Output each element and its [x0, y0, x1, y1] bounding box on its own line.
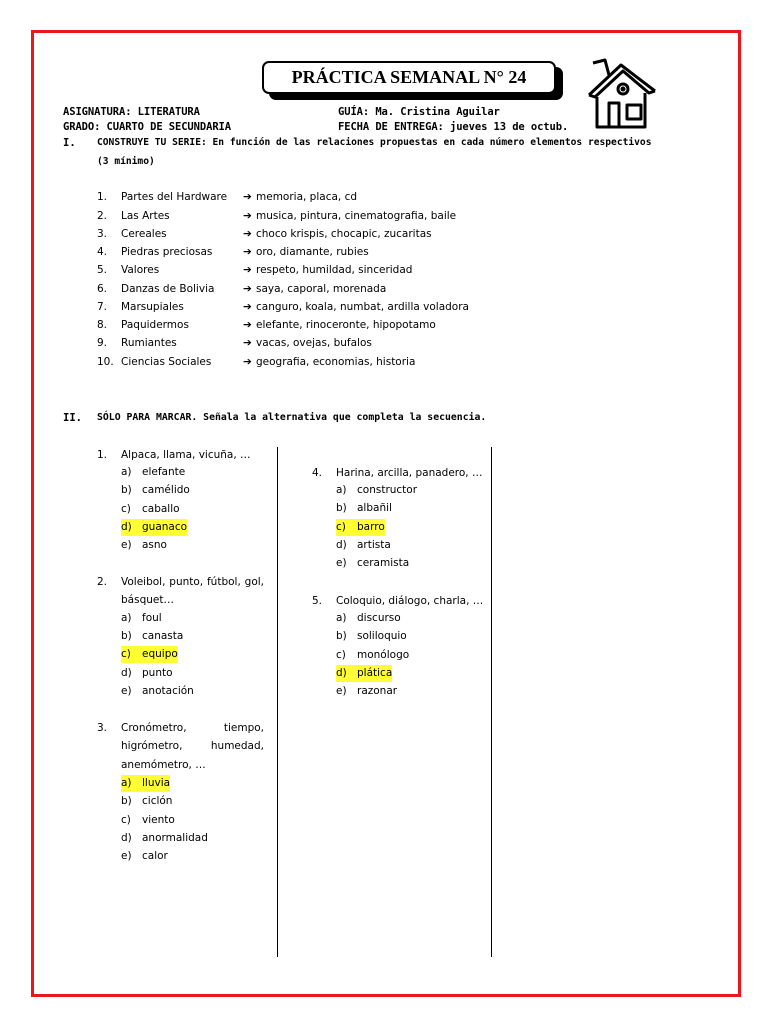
list-item: 6. Danzas de Bolivia ➔ saya, caporal, morenada [97, 282, 387, 295]
option-d[interactable]: d) artista [336, 538, 391, 551]
title-box [262, 61, 556, 94]
section1-heading-cont: (3 mínimo) [97, 156, 155, 167]
list-item: 9. Rumiantes ➔ vacas, ovejas, bufalos [97, 337, 372, 349]
option-d-selected[interactable]: d) guanaco [121, 519, 187, 536]
column-divider [277, 447, 278, 957]
arrow-icon: ➔ [243, 301, 252, 313]
asignatura-field: ASIGNATURA: LITERATURA [63, 106, 200, 118]
question-stem: Alpaca, llama, vicuña, … [121, 449, 251, 461]
option-a[interactable]: a) constructor [336, 484, 418, 496]
option-c[interactable]: c) viento [121, 813, 175, 826]
option-b[interactable]: b) albañil [336, 502, 392, 515]
list-item: 5. Valores ➔ respeto, humildad, sinceridad [97, 264, 413, 276]
list-item: 3. Cereales ➔ choco krispis, chocapic, zucaritas [97, 228, 432, 240]
section1-numeral: I. [63, 137, 76, 149]
question-stem: Harina, arcilla, panadero, … [336, 467, 483, 479]
option-e[interactable]: e) calor [121, 850, 168, 863]
house-icon [585, 57, 661, 133]
arrow-icon: ➔ [243, 282, 252, 295]
question-stem: Coloquio, diálogo, charla, … [336, 595, 484, 607]
option-e[interactable]: e) ceramista [336, 557, 410, 570]
arrow-icon: ➔ [243, 264, 252, 276]
arrow-icon: ➔ [243, 355, 252, 368]
option-b[interactable]: b) soliloquio [336, 630, 407, 643]
question-stem: Voleibol, punto, fútbol, gol, básquet… [121, 576, 264, 607]
section2-numeral: II. [63, 412, 82, 424]
option-c[interactable]: c) monólogo [336, 648, 410, 661]
option-d-selected[interactable]: d) plática [336, 665, 392, 682]
option-b[interactable]: b) ciclón [121, 795, 173, 808]
list-item: 8. Paquidermos ➔ elefante, rinoceronte, hipopotamo [97, 319, 436, 331]
list-item: 7. Marsupiales ➔ canguro, koala, numbat, ardilla voladora [97, 301, 469, 313]
arrow-icon: ➔ [243, 337, 252, 349]
list-item: 1. Partes del Hardware ➔ memoria, placa, cd [97, 191, 358, 203]
arrow-icon: ➔ [243, 246, 252, 258]
question-stem: Cronómetro, tiempo, higrómetro, humedad, anemómetro, … [121, 722, 264, 771]
option-e[interactable]: e) asno [121, 539, 167, 552]
arrow-icon: ➔ [243, 209, 252, 222]
option-d[interactable]: d) punto [121, 666, 173, 679]
column-divider [491, 447, 492, 957]
section1-heading: CONSTRUYE TU SERIE: En función de las relaciones propuestas en cada número elementos respectivos [97, 137, 652, 148]
fecha-entrega-field: FECHA DE ENTREGA: jueves 13 de octub. [338, 121, 569, 133]
option-a[interactable]: a) foul [121, 611, 162, 624]
grado-field: GRADO: CUARTO DE SECUNDARIA [63, 121, 231, 133]
option-c-selected[interactable]: c) equipo [121, 646, 178, 663]
arrow-icon: ➔ [243, 191, 252, 203]
option-b[interactable]: b) canasta [121, 629, 184, 642]
option-d[interactable]: d) anormalidad [121, 831, 208, 844]
option-a-selected[interactable]: a) lluvia [121, 775, 170, 792]
arrow-icon: ➔ [243, 228, 252, 240]
option-c-selected[interactable]: c) barro [336, 519, 385, 536]
option-b[interactable]: b) camélido [121, 484, 190, 497]
option-c[interactable]: c) caballo [121, 502, 180, 515]
option-e[interactable]: e) razonar [336, 685, 398, 698]
option-a[interactable]: a) elefante [121, 466, 186, 478]
list-item: 10. Ciencias Sociales ➔ geografia, economias, historia [97, 355, 416, 368]
list-item: 2. Las Artes ➔ musica, pintura, cinematografia, baile [97, 209, 457, 222]
option-e[interactable]: e) anotación [121, 684, 194, 697]
option-a[interactable]: a) discurso [336, 612, 401, 624]
arrow-icon: ➔ [243, 319, 252, 331]
guia-field: GUÍA: Ma. Cristina Aguilar [338, 106, 500, 118]
section2-heading: SÓLO PARA MARCAR. Señala la alternativa que completa la secuencia. [97, 412, 487, 423]
page-title: PRÁCTICA SEMANAL N° 24 [291, 67, 527, 87]
list-item: 4. Piedras preciosas ➔ oro, diamante, rubies [97, 246, 369, 258]
